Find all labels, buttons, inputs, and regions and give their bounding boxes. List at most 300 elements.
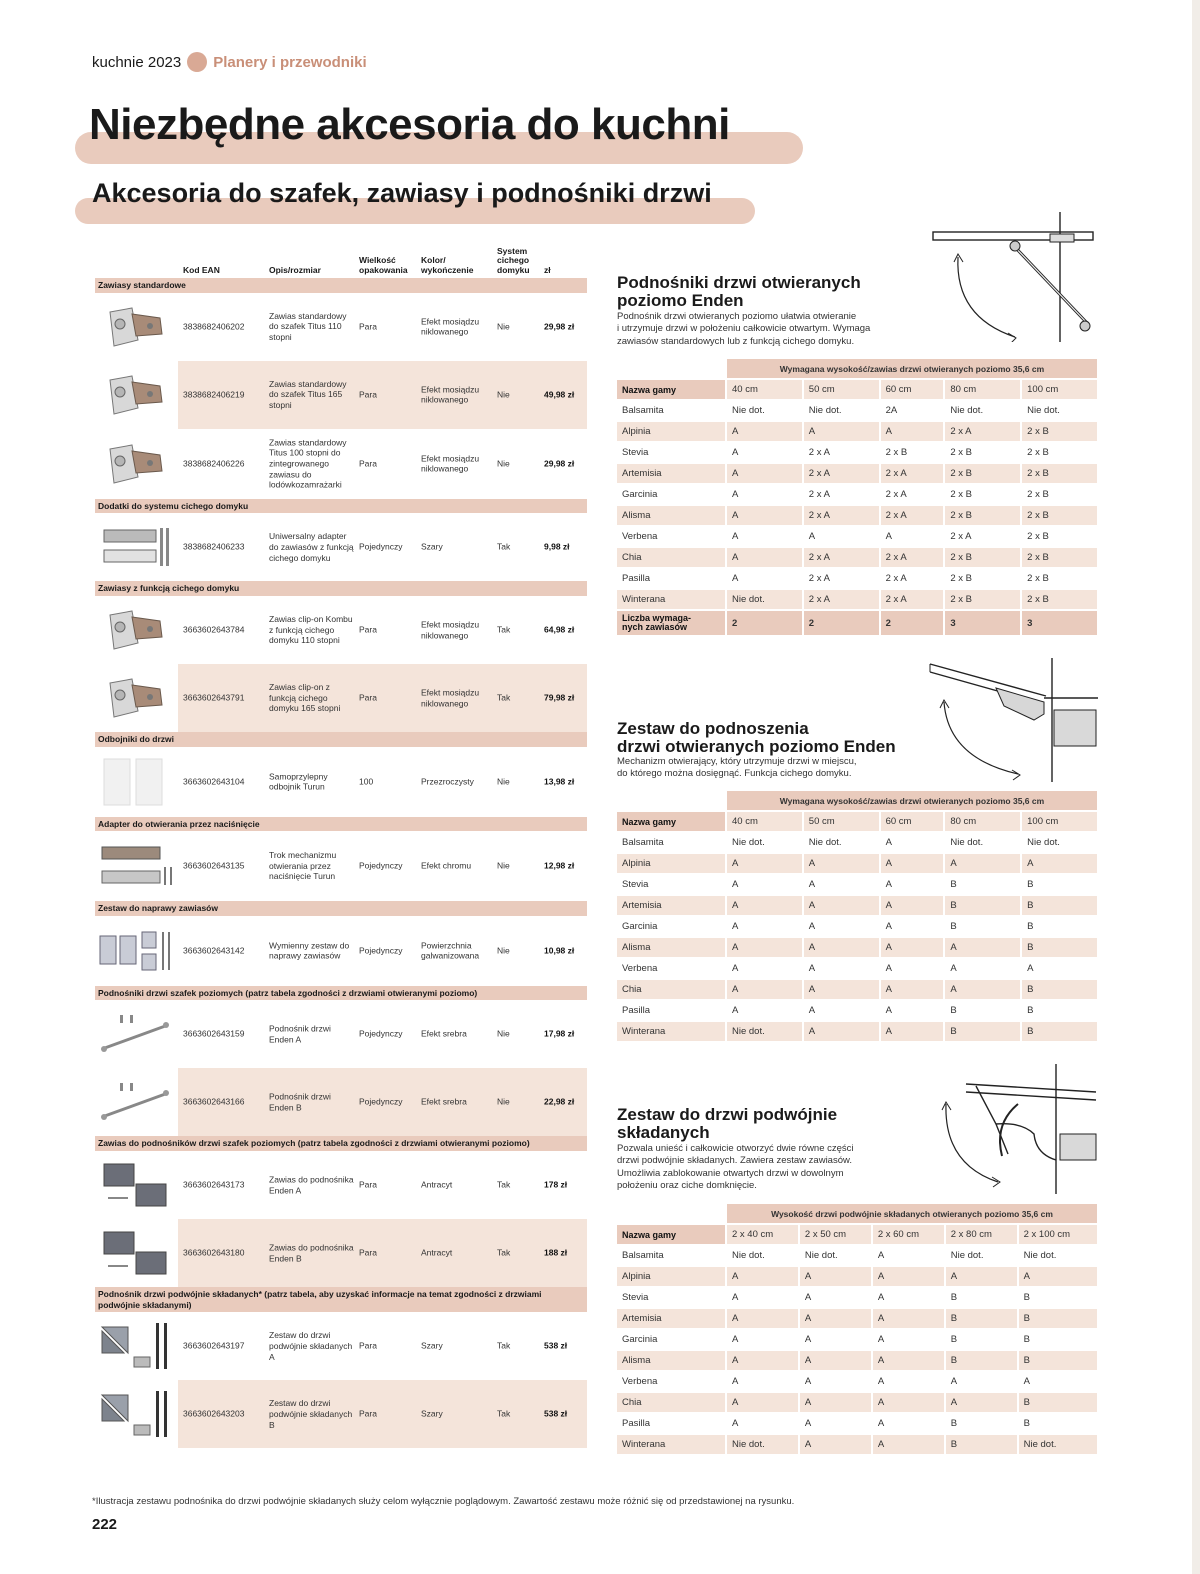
compat-value: A bbox=[800, 1351, 871, 1370]
price: 538 zł bbox=[544, 1408, 568, 1419]
product-thumbnail-icon bbox=[98, 520, 172, 574]
pack-size: Para bbox=[359, 1408, 377, 1419]
category-header: Zawiasy standardowe bbox=[95, 278, 587, 293]
silent-close: Nie bbox=[497, 860, 510, 871]
section-label: Planery i przewodniki bbox=[213, 53, 367, 71]
compat-value: A bbox=[727, 917, 802, 936]
silent-close: Nie bbox=[497, 458, 510, 469]
compat-value: A bbox=[800, 1288, 871, 1307]
product-row bbox=[95, 916, 587, 986]
compat-value: A bbox=[727, 506, 802, 525]
count-value: 2 bbox=[804, 611, 879, 635]
category-header: Zawias do podnośników drzwi szafek poziomych (patrz tabela zgodności z drzwiami otwieranymi poziomo) bbox=[95, 1136, 587, 1151]
section2-desc-line: Mechanizm otwierający, który utrzymuje drzwi w miejscu, bbox=[617, 756, 857, 767]
price: 17,98 zł bbox=[544, 1029, 575, 1040]
compat-value: B bbox=[945, 896, 1020, 915]
section3-compat-table bbox=[615, 1202, 1099, 1456]
finish: Efekt srebra bbox=[421, 1097, 467, 1108]
section1-compat-table bbox=[615, 357, 1099, 637]
compat-value: B bbox=[1019, 1351, 1097, 1370]
col-silent: System cichego domyku bbox=[497, 245, 530, 275]
page-edge bbox=[1192, 0, 1200, 1574]
size-header: 2 x 40 cm bbox=[727, 1225, 798, 1244]
product-thumbnail-icon bbox=[98, 1387, 172, 1441]
table-header bbox=[95, 236, 587, 278]
range-name: Artemisia bbox=[617, 464, 725, 483]
compat-value: A bbox=[804, 422, 879, 441]
section1-desc-line: zawiasów standardowych lub z funkcją cichego domyku. bbox=[617, 335, 855, 347]
compat-value: A bbox=[945, 959, 1020, 978]
compat-value: 2 x B bbox=[945, 506, 1020, 525]
silent-close: Nie bbox=[497, 1097, 510, 1108]
pack-size: Pojedynczy bbox=[359, 1029, 403, 1040]
table-row bbox=[617, 1022, 1097, 1041]
compat-value: A bbox=[727, 896, 802, 915]
compat-value: 2 x B bbox=[881, 443, 944, 462]
blank-cell bbox=[617, 359, 725, 378]
size-header: 2 x 100 cm bbox=[1019, 1225, 1097, 1244]
section2-title-line: drzwi otwieranych poziomo Enden bbox=[617, 737, 896, 757]
compat-value: 2 x A bbox=[804, 506, 879, 525]
page-number: 222 bbox=[92, 1516, 118, 1533]
compat-value: A bbox=[727, 443, 802, 462]
table-row bbox=[617, 959, 1097, 978]
compat-value: 2 x B bbox=[945, 548, 1020, 567]
pack-size: Pojedynczy bbox=[359, 945, 403, 956]
pack-size: Pojedynczy bbox=[359, 541, 403, 552]
compat-value: Nie dot. bbox=[1019, 1246, 1097, 1265]
count-value: 2 bbox=[727, 611, 802, 635]
section3-title bbox=[617, 1106, 837, 1143]
size-header: 60 cm bbox=[881, 380, 944, 399]
table-row bbox=[617, 1372, 1097, 1391]
finish: Efekt mosiądzu niklowanego bbox=[421, 453, 480, 474]
compat-value: A bbox=[800, 1393, 871, 1412]
silent-close: Tak bbox=[497, 624, 511, 635]
compat-value: A bbox=[804, 854, 879, 873]
table-row bbox=[617, 1435, 1097, 1454]
range-name: Pasilla bbox=[617, 1001, 725, 1020]
product-row bbox=[95, 747, 587, 817]
section3-title-line: Zestaw do drzwi podwójnie bbox=[617, 1105, 838, 1124]
compat-value: A bbox=[804, 938, 879, 957]
compat-value: A bbox=[800, 1309, 871, 1328]
table-row bbox=[617, 464, 1097, 483]
section3-description bbox=[617, 1143, 854, 1192]
product-thumbnail-icon bbox=[98, 437, 172, 491]
product-row bbox=[95, 1068, 587, 1136]
category-header: Podnośniki drzwi szafek poziomych (patrz tabela zgodności z drzwiami otwieranymi poziomo) bbox=[95, 986, 587, 1001]
compat-value: A bbox=[800, 1330, 871, 1349]
compat-value: B bbox=[1019, 1393, 1097, 1412]
page-title: Niezbędne akcesoria do kuchni bbox=[89, 100, 730, 149]
compat-value: Nie dot. bbox=[1019, 1435, 1097, 1454]
col-price: zł bbox=[544, 264, 551, 275]
compat-value: B bbox=[1022, 1001, 1097, 1020]
compat-value: 2 x B bbox=[945, 569, 1020, 588]
double-fold-illustration-icon bbox=[936, 1064, 1102, 1194]
section2-title bbox=[617, 720, 896, 757]
accessories-table bbox=[95, 236, 587, 1448]
product-row bbox=[95, 831, 587, 901]
compat-value: B bbox=[946, 1351, 1017, 1370]
product-row bbox=[95, 664, 587, 732]
product-thumbnail-icon bbox=[98, 1226, 172, 1280]
compat-value: Nie dot. bbox=[727, 1022, 802, 1041]
compat-value: A bbox=[804, 1022, 879, 1041]
table-row bbox=[617, 980, 1097, 999]
compat-value: B bbox=[945, 1022, 1020, 1041]
range-name: Balsamita bbox=[617, 1246, 725, 1265]
compat-value: A bbox=[727, 1001, 802, 1020]
silent-close: Tak bbox=[497, 1340, 511, 1351]
pack-size: Para bbox=[359, 458, 377, 469]
pack-size: Para bbox=[359, 692, 377, 703]
section2-desc-line: do którego można dosięgnąć. Funkcja cichego domyku. bbox=[617, 768, 852, 780]
count-label-line: nych zawiasów bbox=[622, 622, 688, 632]
range-name: Verbena bbox=[617, 1372, 725, 1391]
description: Zawias standardowy Titus 100 stopni do zintegrowanego zawiasu do lodówkozamrażarki bbox=[269, 437, 347, 490]
ean-code: 3838682406226 bbox=[183, 458, 245, 469]
compat-value: A bbox=[727, 1288, 798, 1307]
compat-value: Nie dot. bbox=[727, 1246, 798, 1265]
silent-close: Tak bbox=[497, 692, 511, 703]
col-ean: Kod EAN bbox=[183, 264, 220, 275]
table-row bbox=[617, 485, 1097, 504]
compat-value: A bbox=[727, 1372, 798, 1391]
silent-close: Nie bbox=[497, 945, 510, 956]
compat-value: A bbox=[727, 1414, 798, 1433]
compat-value: Nie dot. bbox=[727, 1435, 798, 1454]
size-header: 50 cm bbox=[804, 812, 879, 831]
size-header: 2 x 80 cm bbox=[946, 1225, 1017, 1244]
ean-code: 3663602643203 bbox=[183, 1408, 245, 1419]
product-row bbox=[95, 293, 587, 361]
compat-value: A bbox=[873, 1288, 944, 1307]
compat-value: A bbox=[1022, 854, 1097, 873]
page-title-block bbox=[75, 100, 730, 150]
product-thumbnail-icon bbox=[98, 1319, 172, 1373]
compat-value: A bbox=[881, 854, 944, 873]
compat-value: A bbox=[881, 875, 944, 894]
compat-value: A bbox=[804, 875, 879, 894]
ean-code: 3663602643166 bbox=[183, 1097, 245, 1108]
silent-close: Tak bbox=[497, 541, 511, 552]
table-row bbox=[617, 506, 1097, 525]
ean-code: 3663602643173 bbox=[183, 1179, 245, 1190]
range-name: Verbena bbox=[617, 959, 725, 978]
range-name: Garcinia bbox=[617, 1330, 725, 1349]
silent-close: Tak bbox=[497, 1408, 511, 1419]
compat-value: 2 x A bbox=[945, 422, 1020, 441]
price: 29,98 zł bbox=[544, 458, 575, 469]
compat-value: 2 x B bbox=[1022, 527, 1097, 546]
compat-value: A bbox=[727, 422, 802, 441]
count-row bbox=[617, 611, 1097, 635]
compat-value: A bbox=[804, 527, 879, 546]
compat-value: A bbox=[873, 1309, 944, 1328]
compat-value: B bbox=[946, 1435, 1017, 1454]
size-header: 40 cm bbox=[727, 812, 802, 831]
product-thumbnail-icon bbox=[98, 755, 172, 809]
product-row bbox=[95, 429, 587, 499]
product-thumbnail-icon bbox=[98, 671, 172, 725]
pack-size: Para bbox=[359, 1247, 377, 1258]
product-row bbox=[95, 1151, 587, 1219]
pack-size: Para bbox=[359, 389, 377, 400]
count-label-line: Liczba wymaga- bbox=[622, 612, 692, 623]
compat-value: 2 x A bbox=[945, 527, 1020, 546]
compat-value: 2 x B bbox=[1022, 506, 1097, 525]
compat-value: A bbox=[727, 959, 802, 978]
compat-value: B bbox=[1022, 1022, 1097, 1041]
compat-value: A bbox=[727, 938, 802, 957]
col-qty: Wielkość opakowania bbox=[359, 255, 408, 275]
range-name: Chia bbox=[617, 548, 725, 567]
compat-value: Nie dot. bbox=[945, 401, 1020, 420]
finish: Efekt mosiądzu niklowanego bbox=[421, 384, 480, 405]
compat-value: Nie dot. bbox=[727, 401, 802, 420]
pack-size: Para bbox=[359, 1340, 377, 1351]
compat-value: A bbox=[727, 854, 802, 873]
compat-value: A bbox=[800, 1435, 871, 1454]
silent-close: Nie bbox=[497, 321, 510, 332]
table-row bbox=[617, 1267, 1097, 1286]
description: Podnośnik drzwi Enden A bbox=[269, 1023, 331, 1045]
ean-code: 3663602643159 bbox=[183, 1029, 245, 1040]
compat-value: B bbox=[1019, 1288, 1097, 1307]
category-header: Odbojniki do drzwi bbox=[95, 732, 587, 747]
compat-value: A bbox=[881, 1001, 944, 1020]
compat-value: 2 x A bbox=[804, 548, 879, 567]
compat-value: A bbox=[945, 854, 1020, 873]
range-name: Garcinia bbox=[617, 485, 725, 504]
compat-value: 2 x B bbox=[1022, 464, 1097, 483]
compat-value: 2 x A bbox=[804, 464, 879, 483]
ean-code: 3838682406233 bbox=[183, 541, 245, 552]
pack-size: Pojedynczy bbox=[359, 1097, 403, 1108]
compat-value: 2 x B bbox=[945, 443, 1020, 462]
group-header: Wysokość drzwi podwójnie składanych otwieranych poziomo 35,6 cm bbox=[727, 1204, 1097, 1223]
ean-code: 3663602643197 bbox=[183, 1340, 245, 1351]
pack-size: Para bbox=[359, 624, 377, 635]
compat-value: 2 x B bbox=[945, 590, 1020, 609]
compat-value: Nie dot. bbox=[1022, 833, 1097, 852]
compat-value: Nie dot. bbox=[945, 833, 1020, 852]
compat-value: B bbox=[1019, 1309, 1097, 1328]
silent-close: Tak bbox=[497, 1179, 511, 1190]
compat-value: 2 x A bbox=[804, 590, 879, 609]
compat-value: A bbox=[881, 917, 944, 936]
price: 9,98 zł bbox=[544, 541, 570, 552]
compat-value: A bbox=[727, 1309, 798, 1328]
compat-value: B bbox=[946, 1288, 1017, 1307]
product-row bbox=[95, 513, 587, 581]
col-desc: Opis/rozmiar bbox=[269, 264, 321, 275]
table-row bbox=[617, 833, 1097, 852]
count-value: 3 bbox=[945, 611, 1020, 635]
table-row bbox=[617, 896, 1097, 915]
product-thumbnail-icon bbox=[98, 1007, 172, 1061]
compat-value: A bbox=[727, 980, 802, 999]
name-header: Nazwa gamy bbox=[617, 380, 725, 399]
category-header: Dodatki do systemu cichego domyku bbox=[95, 499, 587, 514]
compat-value: A bbox=[727, 1330, 798, 1349]
compat-value: 2 x B bbox=[1022, 443, 1097, 462]
compat-value: B bbox=[945, 875, 1020, 894]
compat-value: 2 x A bbox=[881, 506, 944, 525]
compat-value: A bbox=[804, 917, 879, 936]
price: 188 zł bbox=[544, 1247, 568, 1258]
table-row bbox=[617, 401, 1097, 420]
compat-value: 2 x B bbox=[1022, 548, 1097, 567]
table-row bbox=[617, 1351, 1097, 1370]
size-header: 60 cm bbox=[881, 812, 944, 831]
compat-value: A bbox=[946, 1393, 1017, 1412]
compat-value: A bbox=[804, 980, 879, 999]
finish: Efekt mosiądzu niklowanego bbox=[421, 619, 480, 640]
ean-code: 3663602643142 bbox=[183, 945, 245, 956]
ean-code: 3663602643104 bbox=[183, 776, 245, 787]
count-label bbox=[617, 611, 725, 635]
compat-value: A bbox=[881, 959, 944, 978]
blank-cell bbox=[617, 791, 725, 810]
price: 29,98 zł bbox=[544, 321, 575, 332]
range-name: Alisma bbox=[617, 506, 725, 525]
group-header: Wymagana wysokość/zawias drzwi otwieranych poziomo 35,6 cm bbox=[727, 791, 1097, 810]
range-name: Artemisia bbox=[617, 896, 725, 915]
compat-value: B bbox=[945, 1001, 1020, 1020]
compat-value: 2 x A bbox=[881, 485, 944, 504]
compat-value: B bbox=[946, 1330, 1017, 1349]
size-header: 100 cm bbox=[1022, 812, 1097, 831]
finish: Antracyt bbox=[421, 1179, 453, 1190]
price: 49,98 zł bbox=[544, 389, 575, 400]
compat-value: A bbox=[727, 1267, 798, 1286]
compat-value: A bbox=[727, 1351, 798, 1370]
table-row bbox=[617, 1309, 1097, 1328]
range-name: Pasilla bbox=[617, 569, 725, 588]
description: Zawias do podnośnika Enden B bbox=[269, 1242, 354, 1263]
description: Wymienny zestaw do naprawy zawiasów bbox=[269, 940, 350, 961]
compat-value: A bbox=[727, 1393, 798, 1412]
compat-value: 2 x A bbox=[881, 569, 944, 588]
range-name: Balsamita bbox=[617, 833, 725, 852]
section-dot-icon bbox=[187, 52, 207, 72]
range-name: Winterana bbox=[617, 590, 725, 609]
table-row bbox=[617, 590, 1097, 609]
compat-value: B bbox=[1022, 980, 1097, 999]
compat-value: 2 x A bbox=[804, 443, 879, 462]
compat-value: A bbox=[804, 959, 879, 978]
description: Samoprzylepny odbojnik Turun bbox=[269, 770, 328, 792]
compat-value: A bbox=[1019, 1372, 1097, 1391]
section3-desc-line: drzwi podwójnie składanych. Zawiera zestaw zawiasów. bbox=[617, 1155, 852, 1167]
range-name: Alpinia bbox=[617, 854, 725, 873]
compat-value: A bbox=[727, 527, 802, 546]
compat-value: Nie dot. bbox=[804, 401, 879, 420]
count-value: 2 bbox=[881, 611, 944, 635]
col-color: Kolor/ wykończenie bbox=[421, 255, 474, 275]
section1-desc-line: Podnośnik drzwi otwieranych poziomo ułatwia otwieranie bbox=[617, 311, 857, 322]
compat-value: 2 x A bbox=[881, 590, 944, 609]
product-row bbox=[95, 1312, 587, 1380]
compat-value: A bbox=[727, 464, 802, 483]
description: Zawias do podnośnika Enden A bbox=[269, 1174, 354, 1195]
description: Zawias clip-on Kombu z funkcją cichego domyku 110 stopni bbox=[269, 613, 353, 646]
range-name: Chia bbox=[617, 980, 725, 999]
compat-value: A bbox=[873, 1330, 944, 1349]
compat-value: 2 x A bbox=[881, 464, 944, 483]
finish: Szary bbox=[421, 1408, 443, 1419]
compat-value: B bbox=[1022, 896, 1097, 915]
description: Zawias clip-on z funkcją cichego domyku 165 stopni bbox=[269, 681, 341, 714]
description: Uniwersalny adapter do zawiasów z funkcją cichego domyku bbox=[269, 531, 354, 563]
table-row bbox=[617, 569, 1097, 588]
price: 64,98 zł bbox=[544, 624, 575, 635]
compat-value: 2 x A bbox=[881, 548, 944, 567]
subtitle-block bbox=[75, 178, 712, 209]
compat-value: A bbox=[881, 422, 944, 441]
compat-value: B bbox=[946, 1309, 1017, 1328]
group-header: Wymagana wysokość/zawias drzwi otwieranych poziomo 35,6 cm bbox=[727, 359, 1097, 378]
compat-value: 2 x B bbox=[1022, 590, 1097, 609]
price: 13,98 zł bbox=[544, 776, 575, 787]
product-thumbnail-icon bbox=[98, 300, 172, 354]
compat-value: A bbox=[881, 896, 944, 915]
range-name: Pasilla bbox=[617, 1414, 725, 1433]
compat-value: B bbox=[945, 917, 1020, 936]
ean-code: 3838682406219 bbox=[183, 389, 245, 400]
ean-code: 3663602643784 bbox=[183, 624, 245, 635]
range-name: Chia bbox=[617, 1393, 725, 1412]
product-thumbnail-icon bbox=[98, 924, 172, 978]
compat-value: A bbox=[873, 1246, 944, 1265]
size-header: 100 cm bbox=[1022, 380, 1097, 399]
compat-value: A bbox=[727, 875, 802, 894]
compat-value: A bbox=[946, 1372, 1017, 1391]
compat-value: A bbox=[800, 1372, 871, 1391]
compat-value: A bbox=[946, 1267, 1017, 1286]
compat-value: A bbox=[1019, 1267, 1097, 1286]
page-header bbox=[92, 52, 367, 72]
section3-title-line: składanych bbox=[617, 1123, 710, 1143]
footnote: *Ilustracja zestawu podnośnika do drzwi podwójnie składanych służy celom wyłącznie poglądowym. Zawartość zestawu może różnić się od przedstawionej na rysunku. bbox=[92, 1496, 795, 1507]
product-row bbox=[95, 361, 587, 429]
ean-code: 3663602643180 bbox=[183, 1247, 245, 1258]
compat-value: 2 x B bbox=[1022, 569, 1097, 588]
price: 178 zł bbox=[544, 1179, 568, 1190]
finish: Powierzchnia galwanizowana bbox=[421, 940, 480, 961]
compat-value: B bbox=[1022, 875, 1097, 894]
compat-value: A bbox=[881, 938, 944, 957]
name-header: Nazwa gamy bbox=[617, 812, 725, 831]
compat-value: B bbox=[1019, 1414, 1097, 1433]
compat-value: Nie dot. bbox=[804, 833, 879, 852]
ean-code: 3838682406202 bbox=[183, 321, 245, 332]
table-row bbox=[617, 1288, 1097, 1307]
size-header: 80 cm bbox=[945, 380, 1020, 399]
compat-value: A bbox=[1022, 959, 1097, 978]
finish: Antracyt bbox=[421, 1247, 453, 1258]
size-header: 50 cm bbox=[804, 380, 879, 399]
table-row bbox=[617, 1393, 1097, 1412]
compat-value: A bbox=[800, 1267, 871, 1286]
range-name: Alisma bbox=[617, 938, 725, 957]
table-row bbox=[617, 422, 1097, 441]
silent-close: Nie bbox=[497, 776, 510, 787]
range-name: Winterana bbox=[617, 1435, 725, 1454]
